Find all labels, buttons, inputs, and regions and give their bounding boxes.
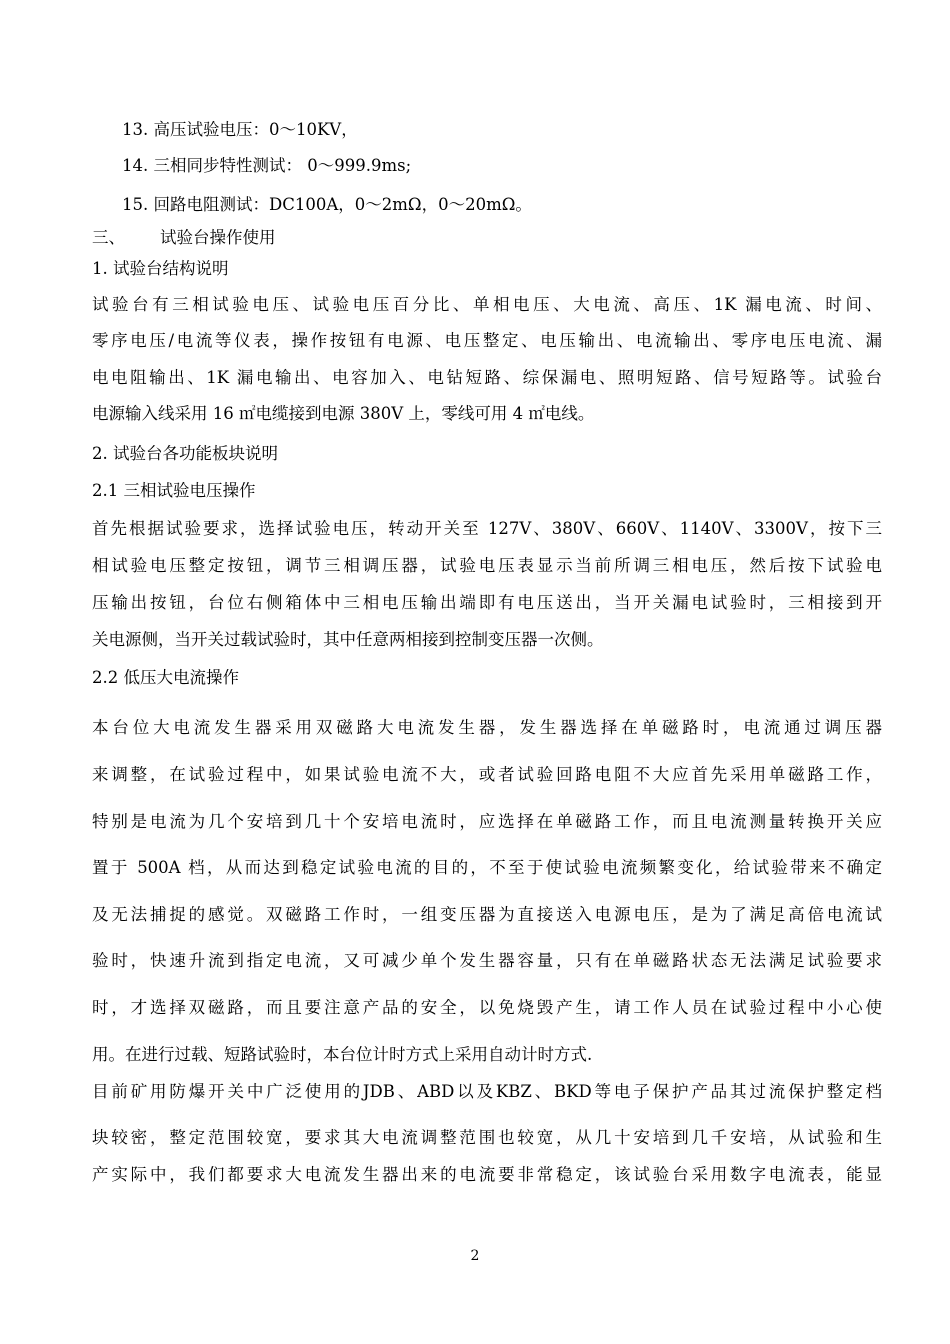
para-3-line-4: 置于 500A 档，从而达到稳定试验电流的目的，不至于使试验电流频繁变化，给试验带来不确定: [92, 858, 882, 877]
para-2-line-4: 关电源侧，当开关过载试验时，其中任意两相接到控制变压器一次侧。: [92, 630, 604, 649]
para-1-line-2: 零序电压/电流等仪表，操作按钮有电源、电压整定、电压输出、电流输出、零序电压电流、漏: [92, 331, 882, 350]
subheading-2-1: 2.1 三相试验电压操作: [92, 481, 256, 500]
subheading-2: 2. 试验台各功能板块说明: [92, 444, 278, 463]
spec-item-15: 15. 回路电阻测试：DC100A，0～2mΩ，0～20mΩ。: [122, 195, 532, 214]
para-3-line-6: 验时，快速升流到指定电流，又可减少单个发生器容量，只有在单磁路状态无法满足试验要求: [92, 951, 882, 970]
subheading-2-2: 2.2 低压大电流操作: [92, 668, 239, 687]
subheading-1: 1. 试验台结构说明: [92, 259, 229, 278]
para-2-line-1: 首先根据试验要求，选择试验电压，转动开关至 127V、380V、660V、1140V、3300V，按下三: [92, 519, 882, 538]
para-1-line-4: 电源输入线采用 16 ㎡电缆接到电源 380V 上，零线可用 4 ㎡电线。: [92, 404, 595, 423]
para-2-line-2: 相试验电压整定按钮，调节三相调压器，试验电压表显示当前所调三相电压，然后按下试验电: [92, 556, 882, 575]
spec-item-13: 13. 高压试验电压：0～10KV，: [122, 120, 358, 139]
para-3-line-3: 特别是电流为几个安培到几十个安培电流时，应选择在单磁路工作，而且电流测量转换开关应: [92, 812, 882, 831]
para-1-line-3: 电电阻输出、1K 漏电输出、电容加入、电钻短路、综保漏电、照明短路、信号短路等。试验台: [92, 368, 882, 387]
page-number: 2: [470, 1248, 480, 1264]
para-4-line-2: 块较密，整定范围较宽，要求其大电流调整范围也较宽，从几十安培到几千安培，从试验和生: [92, 1128, 882, 1147]
spec-item-14: 14. 三相同步特性测试： 0～999.9ms;: [122, 156, 412, 175]
para-2-line-3: 压输出按钮，台位右侧箱体中三相电压输出端即有电压送出，当开关漏电试验时，三相接到开: [92, 593, 882, 612]
para-3-line-2: 来调整，在试验过程中，如果试验电流不大，或者试验回路电阻不大应首先采用单磁路工作，: [92, 765, 882, 784]
section-3-title: 试验台操作使用: [160, 228, 276, 247]
para-1-line-1: 试验台有三相试验电压、试验电压百分比、单相电压、大电流、高压、1K 漏电流、时间、: [92, 295, 882, 314]
para-4-line-1: 目前矿用防爆开关中广泛使用的JDB、ABD以及KBZ、BKD等电子保护产品其过流保护整定档: [92, 1082, 882, 1101]
para-3-line-7: 时，才选择双磁路，而且要注意产品的安全，以免烧毁产生，请工作人员在试验过程中小心使: [92, 998, 882, 1017]
para-3-line-8: 用。在进行过载、短路试验时，本台位计时方式上采用自动计时方式.: [92, 1045, 593, 1064]
para-4-line-3: 产实际中，我们都要求大电流发生器出来的电流要非常稳定，该试验台采用数字电流表，能显: [92, 1165, 882, 1184]
para-3-line-5: 及无法捕捉的感觉。双磁路工作时，一组变压器为直接送入电源电压，是为了满足高倍电流试: [92, 905, 882, 924]
section-3-number: 三、: [92, 228, 125, 247]
para-3-line-1: 本台位大电流发生器采用双磁路大电流发生器，发生器选择在单磁路时，电流通过调压器: [92, 718, 882, 737]
